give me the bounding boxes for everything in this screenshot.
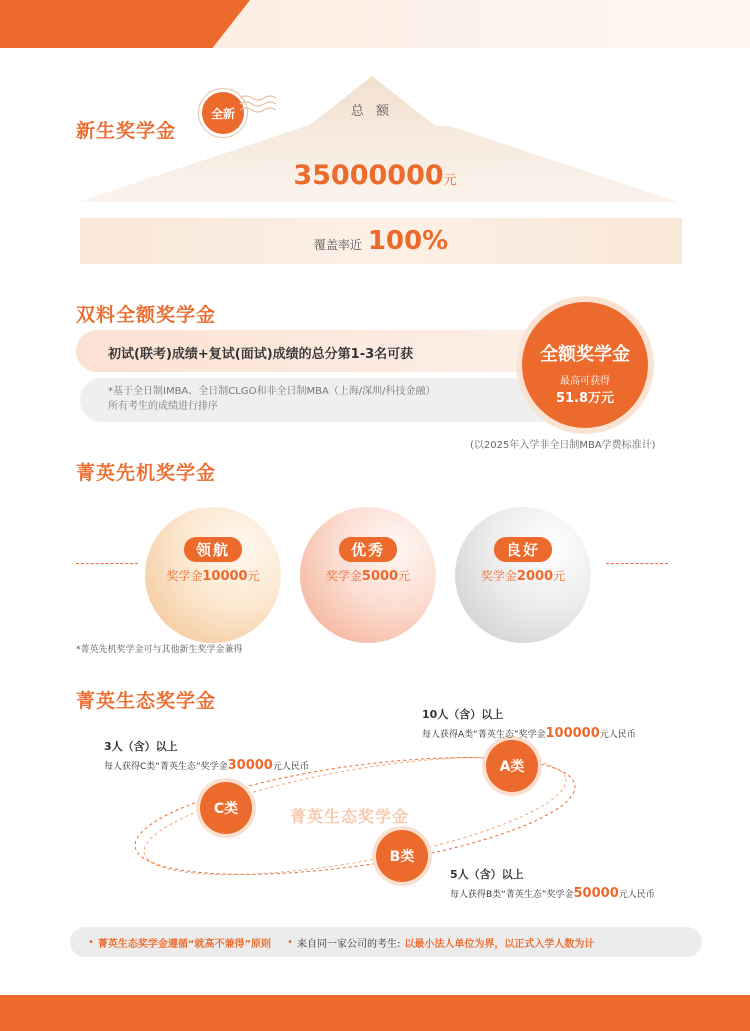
- tier-a-head: 10人（含）以上: [422, 708, 504, 721]
- full-scholarship-title: 全额奖学金: [540, 344, 630, 365]
- tier-b-head: 5人（含）以上: [450, 868, 524, 881]
- tier-desc-post: 元人民币: [272, 762, 309, 772]
- rule-non-cumulative: 菁英生态奖学金遵循“就高不兼得”原则: [97, 938, 272, 950]
- tier-b-info: [450, 866, 655, 901]
- award-prefix: 奖学金: [480, 569, 517, 583]
- coverage-label: 覆盖率近: [313, 238, 362, 252]
- tier-desc-post: 元人民币: [599, 730, 636, 740]
- tier-a-info: [422, 706, 636, 741]
- tier-desc-pre: 每人获得A类“菁英生态”奖学金: [422, 730, 546, 740]
- bottom-banner: [0, 995, 750, 1031]
- tier-amount: 30000: [227, 758, 273, 773]
- coverage-rate: [80, 226, 682, 256]
- stamp-wave-icon: [238, 92, 282, 116]
- award-amount-lead: [145, 567, 281, 584]
- total-label: 总 额: [350, 104, 394, 119]
- section-title-elite-ecosystem: 菁英生态奖学金: [76, 690, 217, 712]
- award-circle-excellent: [300, 507, 436, 643]
- section-title-freshman-scholarship: 新生奖学金: [76, 120, 177, 142]
- ecosystem-ring-label: 菁英生态奖学金: [290, 807, 410, 826]
- tier-b-circle: B类: [376, 830, 428, 882]
- tier-amount: 50000: [573, 886, 619, 901]
- tier-a-circle: A类: [486, 740, 538, 792]
- rule-same-company-label: 来自同一家公司的考生:: [296, 938, 401, 950]
- total-unit: 元: [443, 173, 457, 188]
- award-badge-good: 良好: [494, 537, 552, 562]
- ranking-note-line2: 所有考生的成绩进行排序: [108, 401, 218, 412]
- tier-amount: 100000: [545, 726, 600, 741]
- award-unit: 元: [247, 569, 260, 583]
- full-scholarship-sub: 最高可获得: [560, 376, 610, 387]
- award-unit: 元: [398, 569, 411, 583]
- tier-a-desc: [422, 726, 636, 741]
- ranking-note-line1: *基于全日制IMBA、全日制CLGO和非全日制MBA（上海/深圳/科技金融）: [108, 386, 436, 397]
- award-amount-excellent: [300, 567, 436, 584]
- award-prefix: 奖学金: [166, 569, 203, 583]
- tier-c-head: 3人（含）以上: [104, 740, 178, 753]
- right-dash-divider: [606, 563, 668, 564]
- award-value: 5000: [361, 569, 399, 584]
- rule-same-company-value: 以最小法人单位为界，以正式入学人数为计: [404, 938, 595, 950]
- elite-early-note: *菁英先机奖学金可与其他新生奖学金兼得: [76, 645, 243, 655]
- award-value: 2000: [516, 569, 554, 584]
- tier-c-desc: [104, 758, 309, 773]
- ecosystem-rules: [70, 927, 702, 957]
- section-title-elite-early: 菁英先机奖学金: [76, 462, 217, 484]
- tier-desc-pre: 每人获得C类“菁英生态”奖学金: [104, 762, 228, 772]
- condition-text: 初试(联考)成绩+复试(面试)成绩的总分第1-3名可获: [108, 347, 414, 362]
- award-badge-excellent: 优秀: [339, 537, 397, 562]
- award-badge-lead: 领航: [184, 537, 242, 562]
- tier-desc-post: 元人民币: [618, 890, 655, 900]
- award-prefix: 奖学金: [325, 569, 362, 583]
- tier-desc-pre: 每人获得B类“菁英生态”奖学金: [450, 890, 574, 900]
- full-scholarship-circle: [522, 302, 648, 428]
- total-amount: [200, 160, 550, 191]
- left-dash-divider: [76, 563, 138, 564]
- tier-b-desc: [450, 886, 655, 901]
- award-circle-good: [455, 507, 591, 643]
- section-title-double-full: 双料全额奖学金: [76, 304, 217, 326]
- total-value: 35000000: [293, 160, 444, 191]
- tuition-note: (以2025年入学非全日制MBA学费标准计): [470, 440, 656, 451]
- bullet-icon: •: [287, 936, 293, 948]
- tier-c-info: [104, 738, 309, 773]
- full-scholarship-amount: 51.8万元: [555, 391, 615, 406]
- award-circle-lead: [145, 507, 281, 643]
- award-unit: 元: [553, 569, 566, 583]
- tier-c-circle: C类: [200, 782, 252, 834]
- award-value: 10000: [202, 569, 248, 584]
- top-banner-accent: [0, 0, 250, 48]
- bullet-icon: •: [88, 936, 94, 948]
- coverage-value: 100%: [367, 226, 449, 256]
- new-stamp-icon: 全新: [202, 92, 244, 134]
- ranking-note: [108, 384, 436, 414]
- award-amount-good: [455, 567, 591, 584]
